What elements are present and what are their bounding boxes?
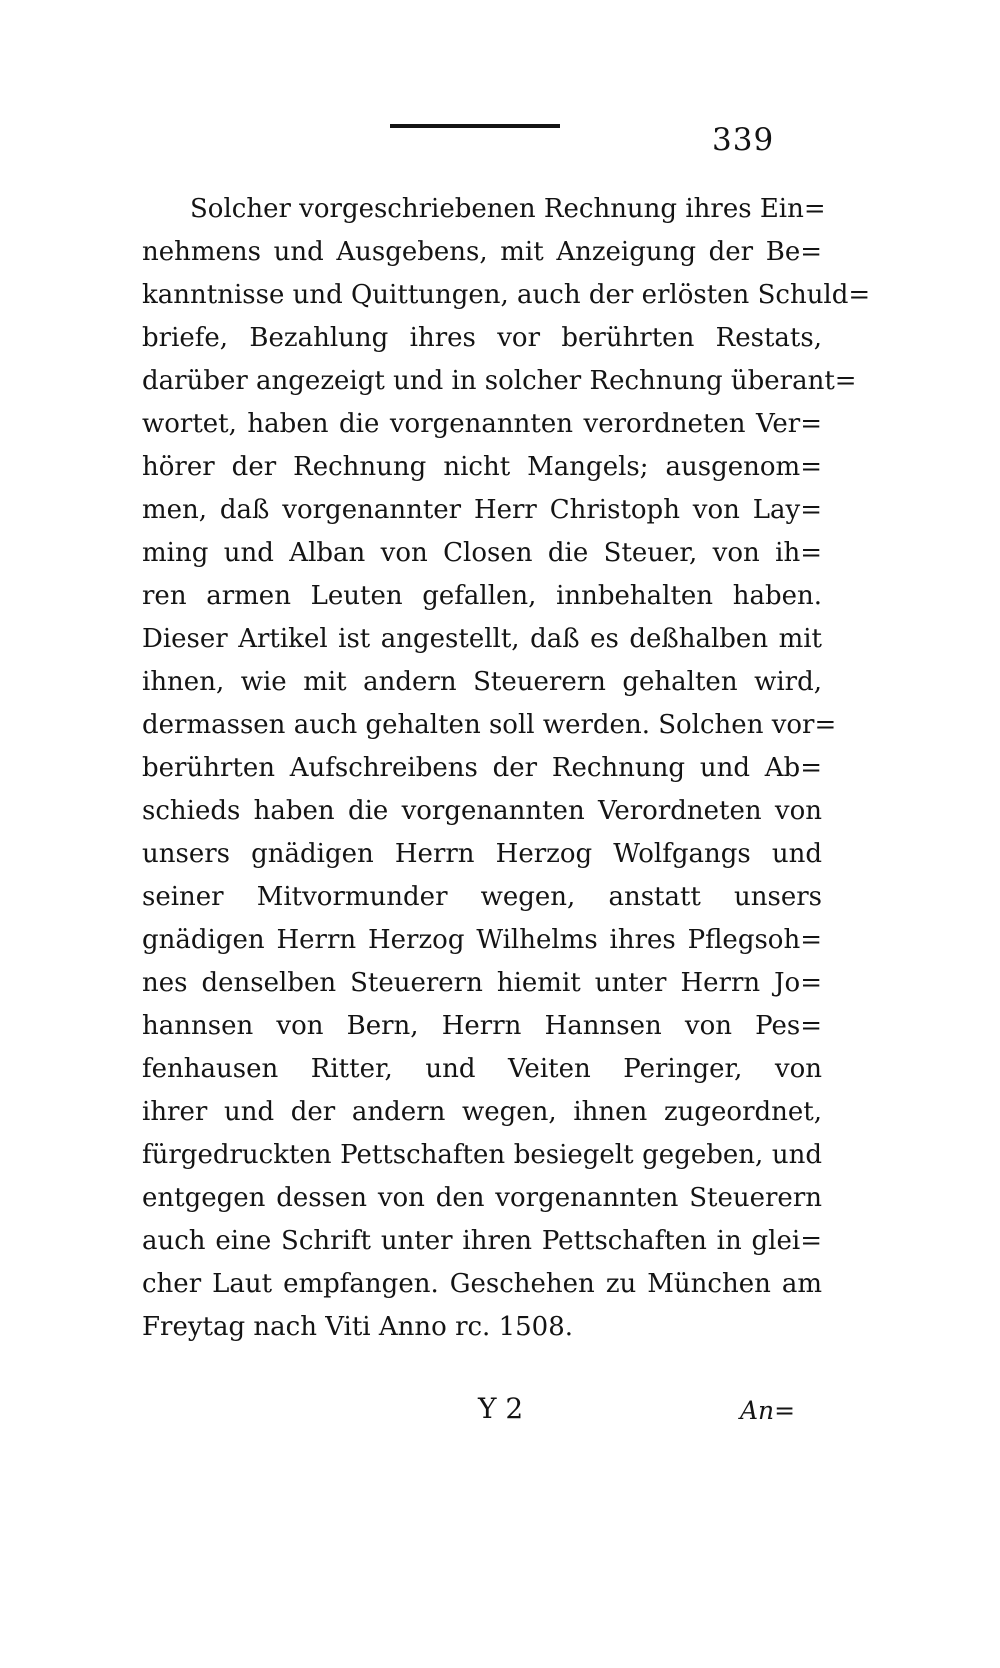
- text-line: seiner Mitvormunder wegen, anstatt unsers: [142, 882, 822, 912]
- text-line: ihrer und der andern wegen, ihnen zugeordnet,: [142, 1097, 822, 1127]
- text-line: fürgedruckten Pettschaften besiegelt gegeben, und: [142, 1140, 822, 1170]
- text-line: Solcher vorgeschriebenen Rechnung ihres Ein=: [190, 194, 826, 224]
- text-line: Freytag nach Viti Anno rc. 1508.: [142, 1312, 574, 1342]
- text-line: wortet, haben die vorgenannten verordneten Ver=: [142, 409, 822, 439]
- signature-mark: Y 2: [478, 1392, 524, 1425]
- body-text: [142, 188, 871, 1349]
- text-line: hörer der Rechnung nicht Mangels; ausgenom=: [142, 452, 822, 482]
- text-line: auch eine Schrift unter ihren Pettschaften in glei=: [142, 1226, 822, 1256]
- text-line: nes denselben Steuerern hiemit unter Herrn Jo=: [142, 968, 822, 998]
- text-line: kanntnisse und Quittungen, auch der erlösten Schuld=: [142, 280, 871, 310]
- text-line: entgegen dessen von den vorgenannten Steuerern: [142, 1183, 822, 1213]
- text-line: dermassen auch gehalten soll werden. Solchen vor=: [142, 710, 837, 740]
- page-number: 339: [712, 122, 775, 158]
- text-line: ren armen Leuten gefallen, innbehalten haben.: [142, 581, 822, 611]
- text-line: hannsen von Bern, Herrn Hannsen von Pes=: [142, 1011, 822, 1041]
- text-line: ming und Alban von Closen die Steuer, von ih=: [142, 538, 822, 568]
- text-line: ihnen, wie mit andern Steuerern gehalten wird,: [142, 667, 822, 697]
- text-line: nehmens und Ausgebens, mit Anzeigung der Be=: [142, 237, 822, 267]
- text-line: schieds haben die vorgenannten Verordneten von: [142, 796, 822, 826]
- text-line: men, daß vorgenannter Herr Christoph von Lay=: [142, 495, 822, 525]
- text-line: briefe, Bezahlung ihres vor berührten Restats,: [142, 323, 822, 353]
- text-line: cher Laut empfangen. Geschehen zu München am: [142, 1269, 822, 1299]
- text-line: berührten Aufschreibens der Rechnung und Ab=: [142, 753, 822, 783]
- text-line: Dieser Artikel ist angestellt, daß es deßhalben mit: [142, 624, 822, 654]
- header-rule: [390, 124, 560, 128]
- text-line: fenhausen Ritter, und Veiten Peringer, von: [142, 1054, 822, 1084]
- text-line: darüber angezeigt und in solcher Rechnung überant=: [142, 366, 857, 396]
- text-line: unsers gnädigen Herrn Herzog Wolfgangs und: [142, 839, 822, 869]
- catchword: An=: [740, 1396, 796, 1425]
- text-line: gnädigen Herrn Herzog Wilhelms ihres Pflegsoh=: [142, 925, 822, 955]
